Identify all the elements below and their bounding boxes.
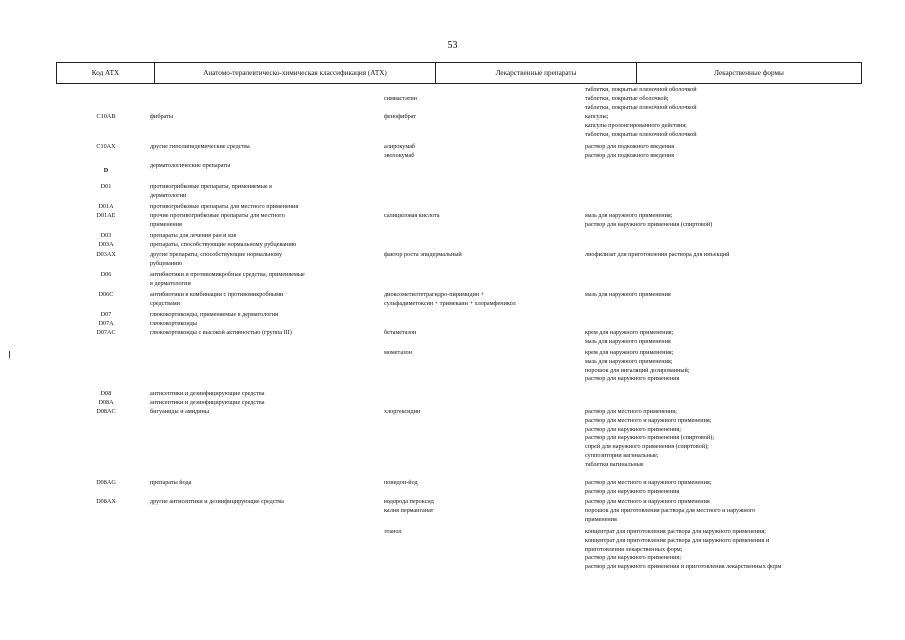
- atc-description: средствами: [150, 299, 180, 307]
- margin-mark: [9, 351, 10, 358]
- atc-description: глюкокортикоиды: [150, 320, 197, 327]
- atc-code: D03A: [98, 241, 114, 248]
- dosage-form: суппозитории вагинальные;: [585, 452, 659, 459]
- atc-code: C10AX: [96, 143, 116, 150]
- dosage-form: мазь для наружного применения: [585, 291, 671, 298]
- atc-code: D07: [100, 311, 112, 318]
- dosage-form: раствор для местного и наружного применения;: [585, 479, 712, 486]
- dosage-form: раствор для наружного применения: [585, 487, 680, 495]
- dosage-form: крем для наружного применения;: [585, 349, 674, 356]
- atc-description: бигуаниды и амидины: [150, 408, 209, 415]
- atc-code: D: [103, 167, 109, 174]
- drug-name: сульфадиметоксин + тримекаин + хлорамфеникол: [384, 299, 516, 307]
- dosage-form: раствор для наружного применения;: [585, 554, 681, 562]
- drug-name: хлоргексидин: [384, 408, 421, 415]
- dosage-form: раствор для подкожного введения: [585, 151, 675, 159]
- dosage-form: мазь для наружного применения;: [585, 357, 673, 365]
- dosage-form: концентрат для приготовления раствора для наружного применения и: [585, 536, 770, 544]
- drug-name: диоксометилтетрагидро-пиримидин +: [384, 291, 485, 298]
- atc-description: глюкокортикоиды с высокой активностью (группа III): [150, 329, 292, 336]
- dosage-form: капсулы пролонгированного действия;: [585, 121, 687, 129]
- dosage-form: таблетки вагинальные: [585, 460, 644, 468]
- atc-description: препараты, способствующие нормальному рубцеванию: [150, 241, 297, 248]
- atc-description: препараты йода: [150, 479, 192, 486]
- atc-description: другие антисептики и дезинфицирующие средства: [150, 498, 284, 505]
- dosage-form: концентрат для приготовления раствора для наружного применения;: [585, 528, 767, 535]
- atc-description: антибиотики и противомикробные средства, применяемые: [150, 271, 305, 278]
- atc-code: D08AC: [96, 408, 116, 415]
- drug-name: повидон-йод: [384, 479, 418, 486]
- atc-code: D08AG: [96, 479, 116, 486]
- dosage-form: крем для наружного применения;: [585, 329, 674, 336]
- header-code: Код АТХ: [57, 63, 155, 83]
- dosage-form: раствор для наружного применения и приготовления лекарственных форм: [585, 563, 782, 571]
- atc-code: D07A: [98, 320, 114, 327]
- atc-description: другие препараты, способствующие нормальному: [150, 251, 283, 258]
- atc-description: противогрибковые препараты для местного применения: [150, 203, 299, 210]
- drug-name: эволокумаб: [384, 151, 415, 159]
- header-forms: Лекарственные формы: [714, 69, 784, 77]
- atc-description: препараты для лечения ран и язв: [150, 232, 237, 239]
- dosage-form: приготовления лекарственных форм;: [585, 545, 683, 553]
- dosage-form: раствор для наружного применения: [585, 375, 680, 383]
- dosage-form: раствор для местного и наружного применения;: [585, 416, 712, 424]
- dosage-form: раствор для наружного применения (спиртовой);: [585, 434, 714, 442]
- dosage-form: применения: [585, 515, 617, 523]
- dosage-form: таблетки, покрытые оболочкой;: [585, 95, 669, 102]
- atc-description: дерматологии: [150, 191, 187, 199]
- dosage-form: раствор для наружного применения;: [585, 425, 681, 433]
- atc-description: другие гиполипидемические средства: [150, 143, 250, 150]
- atc-code: C10AB: [96, 113, 116, 120]
- dosage-form: раствор для местного применения;: [585, 408, 677, 415]
- atc-code: D03: [100, 232, 112, 239]
- drug-name: бетаметазон: [384, 329, 417, 336]
- drug-name: салициловая кислота: [384, 212, 440, 219]
- atc-description: антибиотики в комбинации с противомикробными: [150, 291, 284, 298]
- page-number: 53: [447, 40, 458, 51]
- dosage-form: лиофилизат для приготовления раствора для инъекций: [585, 251, 730, 258]
- atc-description: антисептики и дезинфицирующие средства: [150, 399, 265, 406]
- dosage-form: капсулы;: [585, 113, 609, 120]
- atc-description: антисептики и дезинфицирующие средства: [150, 390, 265, 397]
- dosage-form: таблетки, покрытые пленочной оболочкой: [585, 130, 697, 138]
- atc-description: глюкокортикоиды, применяемые в дерматологии: [150, 311, 279, 318]
- header-atc: Анатомо-терапевтическо-химическая классификация (АТХ): [155, 63, 436, 83]
- dosage-form: раствор для местного и наружного применения: [585, 498, 710, 505]
- atc-code: D01A: [98, 203, 114, 210]
- drug-name: этанол: [384, 528, 402, 535]
- atc-code: D01AE: [96, 212, 116, 219]
- dosage-form: раствор для подкожного введения: [585, 143, 675, 150]
- atc-description: противогрибковые препараты, применяемые в: [150, 183, 273, 190]
- dosage-form: порошок для ингаляций дозированный;: [585, 366, 690, 374]
- dosage-form: спрей для наружного применения (спиртовой);: [585, 443, 709, 451]
- atc-code: D08A: [98, 399, 114, 406]
- atc-code: D07AC: [96, 329, 116, 336]
- atc-code: D08: [100, 390, 112, 397]
- atc-description: дерматологические препараты: [150, 162, 231, 169]
- dosage-form: таблетки, покрытые пленочной оболочкой: [585, 86, 697, 93]
- atc-code: D01: [100, 183, 112, 190]
- atc-description: в дерматологии: [150, 279, 191, 287]
- dosage-form: порошок для приготовления раствора для местного и наружного: [585, 506, 756, 514]
- atc-code: D06: [100, 271, 112, 278]
- header-drugs: Лекарственные препараты: [436, 63, 637, 83]
- dosage-form: таблетки, покрытые пленочной оболочкой: [585, 103, 697, 111]
- drug-name: фактор роста эпидермальный: [384, 251, 462, 258]
- dosage-form: мазь для наружного применения;: [585, 212, 673, 219]
- drug-name: калия перманганат: [384, 506, 434, 514]
- atc-description: прочие противогрибковые препараты для местного: [150, 212, 285, 219]
- drug-name: водорода пероксид: [384, 498, 434, 505]
- dosage-form: мазь для наружного применения: [585, 337, 671, 345]
- drug-name: симвастатин: [384, 95, 417, 102]
- atc-code: D06C: [98, 291, 114, 298]
- atc-description: применения: [150, 220, 182, 228]
- dosage-form: раствор для наружного применения (спиртовой): [585, 220, 713, 228]
- drug-name: мометазон: [384, 349, 412, 356]
- drug-name: фенофибрат: [384, 113, 417, 120]
- atc-description: фибраты: [150, 113, 174, 120]
- atc-code: D03AX: [96, 251, 116, 258]
- drug-name: алирокумаб: [384, 143, 416, 150]
- atc-description: рубцеванию: [150, 259, 183, 267]
- atc-code: D08AX: [96, 498, 116, 505]
